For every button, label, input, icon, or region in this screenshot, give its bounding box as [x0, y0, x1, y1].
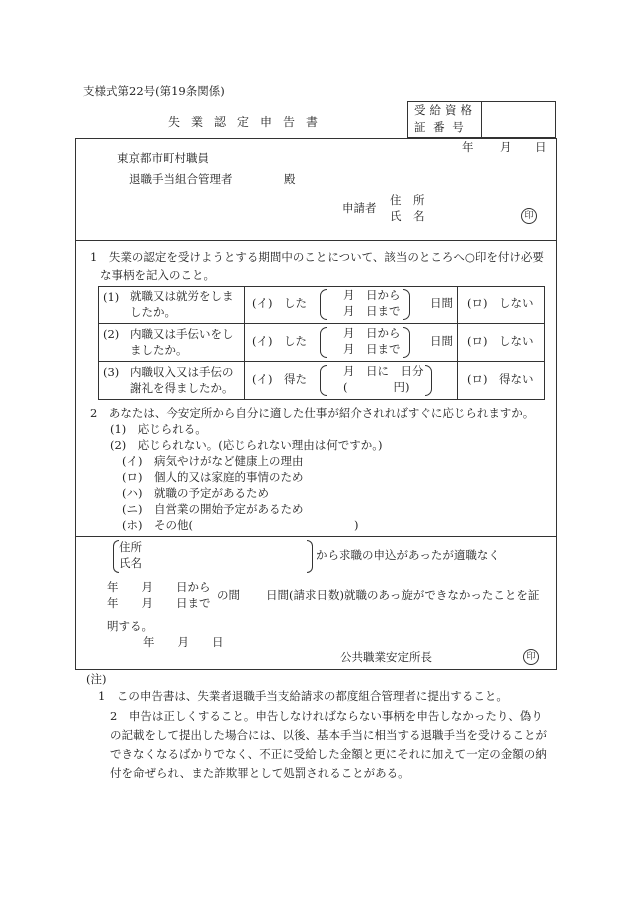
- row1-no-option[interactable]: (ロ) しない: [467, 296, 534, 310]
- row2-no-option[interactable]: (ロ) しない: [467, 334, 534, 348]
- form-title: 失業認定申告書: [168, 115, 330, 129]
- addressee-title: 退職手当組合管理者: [129, 172, 233, 186]
- address-label: 住 所: [390, 193, 425, 207]
- row1-days: 日間: [430, 296, 453, 310]
- row3-yes-option[interactable]: (イ) 得た: [252, 372, 307, 386]
- section3-certify: 明する。: [107, 619, 153, 633]
- notes-header: (注): [86, 672, 107, 686]
- address-field[interactable]: [436, 193, 516, 207]
- section3-statement: から求職の申込があったが適職なく: [316, 548, 500, 562]
- row2-question: 内職又は手伝いをしましたか。: [130, 327, 234, 357]
- section3-name-label: 氏名: [119, 556, 142, 570]
- section3-address-label: 住所: [119, 540, 142, 554]
- certificate-number-field[interactable]: [483, 103, 553, 135]
- name-label: 氏 名: [390, 209, 425, 223]
- row1-yes-option[interactable]: (イ) した: [252, 296, 307, 310]
- section1-intro: 1 失業の認定を受けようとする期間中のことについて、該当のところへ○印を付け必要な事柄を記入のこと。: [90, 250, 544, 282]
- section3-between: の間: [217, 588, 240, 602]
- row3-amount: ( 円): [343, 380, 410, 394]
- section3-from-date: 年 月 日から: [107, 580, 211, 594]
- reason-item[interactable]: (ニ) 自営業の開始予定があるため: [122, 502, 304, 516]
- honorific: 殿: [284, 172, 296, 186]
- row3-period: 月 日に 日分: [343, 364, 424, 378]
- reason-item[interactable]: (イ) 病気やけがなど健康上の理由: [122, 454, 304, 468]
- row2-period-to: 月 日まで: [343, 342, 401, 356]
- section2-question: 2 あなたは、今安定所から自分に適した仕事が紹介されればすぐに応じられますか。: [90, 406, 535, 420]
- note-item-1: 1 この申告書は、失業者退職手当支給請求の都度組合管理者に提出すること。: [98, 689, 508, 703]
- row3-no-option[interactable]: (ロ) 得ない: [467, 372, 534, 386]
- section3-date: 年 月 日: [143, 635, 224, 649]
- applicant-label: 申請者: [342, 201, 377, 215]
- office-director: 公共職業安定所長: [340, 650, 432, 664]
- row1-period-to: 月 日まで: [343, 304, 401, 318]
- form-number: 支様式第22号(第19条関係): [83, 84, 225, 98]
- cert-label-line1: 受給資格: [414, 103, 476, 117]
- row1-question: 就職又は就労をしましたか。: [130, 289, 234, 319]
- row3-number: (3): [103, 365, 120, 379]
- addressee: 東京都市町村職員: [117, 151, 209, 165]
- row2-number: (2): [103, 327, 120, 341]
- reason-item[interactable]: (ハ) 就職の予定があるため: [122, 486, 269, 500]
- section2-answer-no[interactable]: (2) 応じられない。(応じられない理由は何ですか。): [110, 438, 383, 452]
- applicant-seal-icon: 印: [521, 208, 537, 224]
- section3-days-statement: 日間(請求日数)就職のあっ旋ができなかったことを証: [266, 588, 540, 602]
- section2-answer-yes[interactable]: (1) 応じられる。: [110, 422, 207, 436]
- cert-label-line2: 証 番 号: [414, 120, 466, 134]
- date-month: 月: [500, 140, 512, 154]
- reason-item[interactable]: (ホ) その他( ): [122, 518, 359, 532]
- office-seal-icon: 印: [523, 649, 539, 665]
- row2-period-from: 月 日から: [343, 326, 401, 340]
- name-field[interactable]: [436, 209, 516, 223]
- date-day: 日: [535, 140, 547, 154]
- row1-period-from: 月 日から: [343, 288, 401, 302]
- row2-days: 日間: [430, 334, 453, 348]
- row1-number: (1): [103, 290, 120, 304]
- row3-question: 内職収入又は手伝の謝礼を得ましたか。: [130, 365, 234, 395]
- date-year: 年: [462, 140, 474, 154]
- row2-yes-option[interactable]: (イ) した: [252, 334, 307, 348]
- note-item-2: 2 申告は正しくすること。申告しなければならない事柄を申告しなかったり、偽りの記載をして提出した場合には、以後、基本手当に相当する退職手当を受けることができなくなるばかりでなく、不正に受給した金額と更にそれに加えて一定の金額の納付を命ぜられ、また詐欺罪として処罰されることがある。: [110, 709, 547, 780]
- reason-item[interactable]: (ロ) 個人的又は家庭的事情のため: [122, 470, 304, 484]
- section3-to-date: 年 月 日まで: [107, 596, 211, 610]
